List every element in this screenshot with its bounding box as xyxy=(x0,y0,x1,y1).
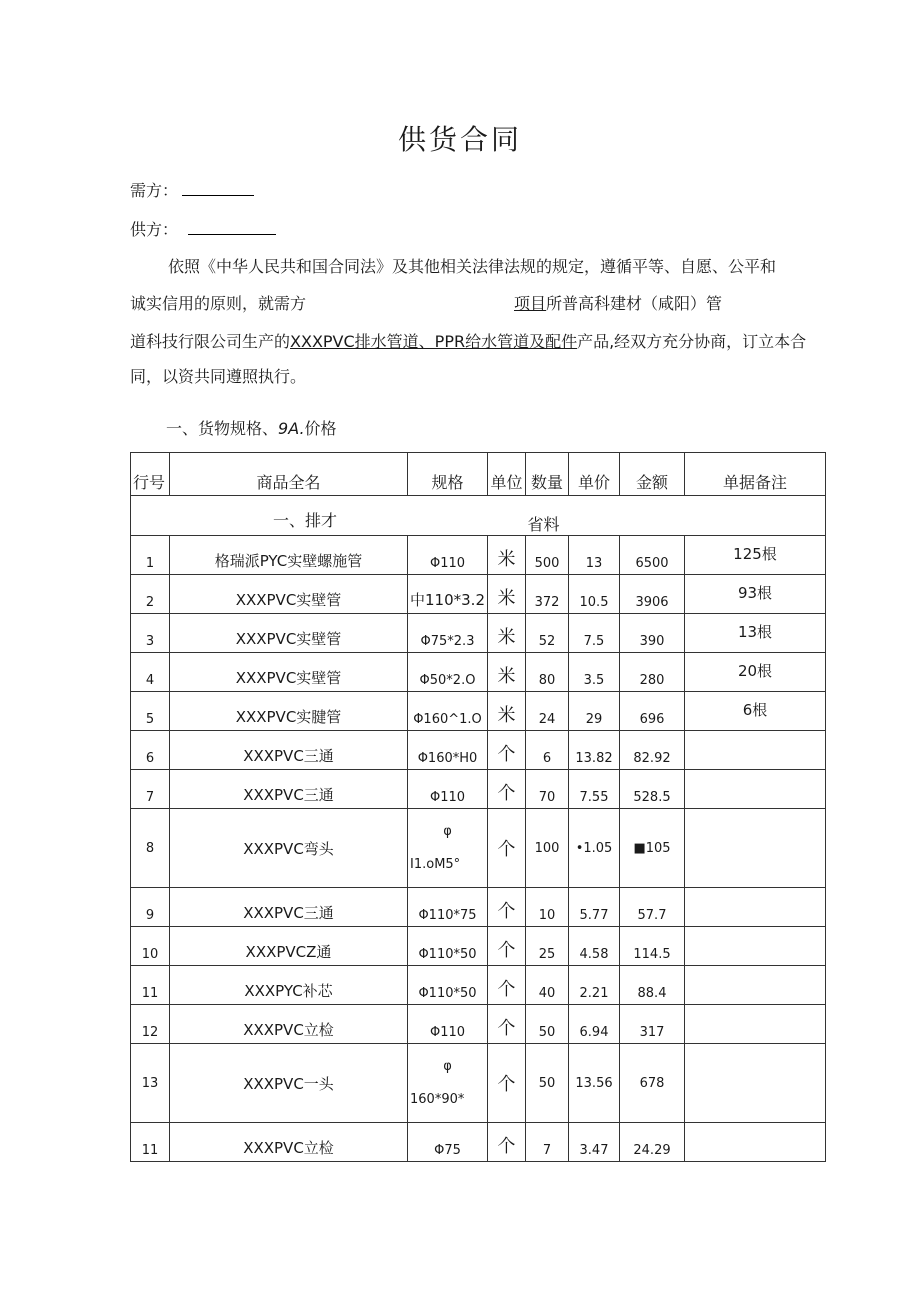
cell-unit: 个 xyxy=(488,809,526,888)
cell-spec: Φ110*75 xyxy=(408,888,488,927)
cell-note: 13根 xyxy=(685,614,826,653)
cell-name: XXXPVC实壁管 xyxy=(170,575,408,614)
cell-note: 20根 xyxy=(685,653,826,692)
cell-qty: 372 xyxy=(526,575,569,614)
table-row xyxy=(131,1123,826,1162)
cell-name: XXXPVC立检 xyxy=(170,1123,408,1162)
cell-amount: 6500 xyxy=(620,536,685,575)
hdr-name: 商品全名 xyxy=(170,453,408,496)
cell-amount: 696 xyxy=(620,692,685,731)
spec-top: φ xyxy=(443,1059,452,1074)
table-row xyxy=(131,1005,826,1044)
cell-qty: 6 xyxy=(526,731,569,770)
cell-qty: 50 xyxy=(526,1044,569,1123)
goods-table xyxy=(130,452,826,1162)
hdr-amount: 金额 xyxy=(620,453,685,496)
cell-spec: Φ75 xyxy=(408,1123,488,1162)
cell-row-no: 9 xyxy=(131,888,170,927)
cell-row-no: 7 xyxy=(131,770,170,809)
hdr-unit: 单位 xyxy=(488,453,526,496)
cell-note xyxy=(685,1005,826,1044)
cell-price: 13.82 xyxy=(569,731,620,770)
cell-name: XXXPVC实壁管 xyxy=(170,653,408,692)
cell-name: XXXPVC三通 xyxy=(170,888,408,927)
cell-note: 6根 xyxy=(685,692,826,731)
spec-top: φ xyxy=(443,824,452,839)
cell-note xyxy=(685,770,826,809)
hdr-row-no: 行号 xyxy=(131,453,170,496)
cell-price: 4.58 xyxy=(569,927,620,966)
cell-row-no: 10 xyxy=(131,927,170,966)
cell-amount: 678 xyxy=(620,1044,685,1123)
table-row xyxy=(131,770,826,809)
cell-amount: 88.4 xyxy=(620,966,685,1005)
cell-price: 10.5 xyxy=(569,575,620,614)
table-header-row xyxy=(131,453,826,496)
cell-price: 3.47 xyxy=(569,1123,620,1162)
cell-qty: 24 xyxy=(526,692,569,731)
cell-unit: 个 xyxy=(488,1123,526,1162)
hdr-spec: 规格 xyxy=(408,453,488,496)
cell-qty: 100 xyxy=(526,809,569,888)
cell-qty: 500 xyxy=(526,536,569,575)
section-heading: 一、货物规格、9A.价格 xyxy=(166,419,337,438)
cell-name: XXXPVCZ通 xyxy=(170,927,408,966)
contract-title: 供货合同 xyxy=(397,123,522,156)
cell-qty: 70 xyxy=(526,770,569,809)
cell-amount: 390 xyxy=(620,614,685,653)
cell-price: 29 xyxy=(569,692,620,731)
cell-name: XXXPVC弯头 xyxy=(170,809,408,888)
cell-amount: 114.5 xyxy=(620,927,685,966)
cell-price: 3.5 xyxy=(569,653,620,692)
cell-qty: 25 xyxy=(526,927,569,966)
cell-row-no: 8 xyxy=(131,809,170,888)
hdr-qty: 数量 xyxy=(526,453,569,496)
cell-price: 5.77 xyxy=(569,888,620,927)
cell-row-no: 3 xyxy=(131,614,170,653)
cell-unit: 米 xyxy=(488,536,526,575)
cell-spec: Φ110*50 xyxy=(408,927,488,966)
cell-note xyxy=(685,927,826,966)
cell-spec: Φ110 xyxy=(408,770,488,809)
cell-price: 7.55 xyxy=(569,770,620,809)
cell-row-no: 12 xyxy=(131,1005,170,1044)
intro-paragraph xyxy=(130,256,830,388)
cell-qty: 50 xyxy=(526,1005,569,1044)
cell-row-no: 11 xyxy=(131,1123,170,1162)
buyer-line xyxy=(130,178,254,201)
table-row xyxy=(131,575,826,614)
seller-blank xyxy=(188,220,276,235)
table-row xyxy=(131,927,826,966)
cell-unit: 个 xyxy=(488,1005,526,1044)
intro-line-3: 道科技行限公司生产的XXXPVC排水管道、PPR给水管道及配件产品,经双方充分协商，订立本合 xyxy=(130,332,807,351)
intro-line-1: 依照《中华人民共和国合同法》及其他相关法律法规的规定，遵循平等、自愿、公平和 xyxy=(168,257,777,276)
group-label-2: 省料 xyxy=(526,496,826,536)
table-row xyxy=(131,731,826,770)
cell-note xyxy=(685,809,826,888)
cell-row-no: 5 xyxy=(131,692,170,731)
cell-amount: 3906 xyxy=(620,575,685,614)
cell-note xyxy=(685,1044,826,1123)
cell-name: XXXPVC三通 xyxy=(170,770,408,809)
cell-note xyxy=(685,888,826,927)
cell-price: 13 xyxy=(569,536,620,575)
cell-amount: 57.7 xyxy=(620,888,685,927)
cell-price: 7.5 xyxy=(569,614,620,653)
cell-unit: 个 xyxy=(488,1044,526,1123)
cell-amount: 82.92 xyxy=(620,731,685,770)
cell-row-no: 6 xyxy=(131,731,170,770)
group-label: 一、排才 xyxy=(131,496,526,536)
cell-note xyxy=(685,1123,826,1162)
cell-amount: ■105 xyxy=(620,809,685,888)
spec-bottom: I1.oM5° xyxy=(410,857,461,872)
cell-row-no: 1 xyxy=(131,536,170,575)
table-row xyxy=(131,653,826,692)
cell-unit: 个 xyxy=(488,770,526,809)
hdr-note: 单据备注 xyxy=(685,453,826,496)
hdr-price: 单价 xyxy=(569,453,620,496)
table-group-row xyxy=(131,496,826,536)
cell-unit: 米 xyxy=(488,692,526,731)
cell-spec xyxy=(408,809,488,888)
cell-spec: Φ160^1.O xyxy=(408,692,488,731)
cell-amount: 528.5 xyxy=(620,770,685,809)
cell-unit: 米 xyxy=(488,575,526,614)
cell-amount: 280 xyxy=(620,653,685,692)
cell-spec: Φ50*2.O xyxy=(408,653,488,692)
cell-unit: 个 xyxy=(488,966,526,1005)
cell-name: XXXPVC三通 xyxy=(170,731,408,770)
cell-name: XXXPYC补芯 xyxy=(170,966,408,1005)
table-row xyxy=(131,1044,826,1123)
cell-spec: Φ110*50 xyxy=(408,966,488,1005)
seller-line xyxy=(130,217,276,240)
cell-name: XXXPVC一头 xyxy=(170,1044,408,1123)
cell-qty: 40 xyxy=(526,966,569,1005)
table-row xyxy=(131,888,826,927)
cell-amount: 24.29 xyxy=(620,1123,685,1162)
cell-unit: 个 xyxy=(488,731,526,770)
buyer-blank xyxy=(182,181,254,196)
table-row xyxy=(131,536,826,575)
table-row xyxy=(131,966,826,1005)
cell-qty: 52 xyxy=(526,614,569,653)
buyer-label: 需方： xyxy=(130,181,179,200)
cell-name: 格瑞派PYC实壁螺施管 xyxy=(170,536,408,575)
cell-price: 13.56 xyxy=(569,1044,620,1123)
cell-spec: Φ110 xyxy=(408,1005,488,1044)
cell-note xyxy=(685,966,826,1005)
cell-name: XXXPVC立检 xyxy=(170,1005,408,1044)
cell-unit: 个 xyxy=(488,927,526,966)
cell-name: XXXPVC实腱管 xyxy=(170,692,408,731)
cell-unit: 米 xyxy=(488,614,526,653)
table-row xyxy=(131,692,826,731)
cell-spec: Φ160*H0 xyxy=(408,731,488,770)
cell-qty: 80 xyxy=(526,653,569,692)
spec-bottom: 160*90* xyxy=(410,1092,465,1107)
cell-qty: 7 xyxy=(526,1123,569,1162)
cell-note: 93根 xyxy=(685,575,826,614)
cell-price: 6.94 xyxy=(569,1005,620,1044)
cell-name: XXXPVC实壁管 xyxy=(170,614,408,653)
cell-amount: 317 xyxy=(620,1005,685,1044)
cell-unit: 米 xyxy=(488,653,526,692)
intro-line-2: 诚实信用的原则，就需方 项目所普高科建材（咸阳）管 xyxy=(130,294,723,313)
cell-note: 125根 xyxy=(685,536,826,575)
cell-unit: 个 xyxy=(488,888,526,927)
cell-spec: Φ75*2.3 xyxy=(408,614,488,653)
cell-price: •1.05 xyxy=(569,809,620,888)
cell-qty: 10 xyxy=(526,888,569,927)
table-row xyxy=(131,614,826,653)
cell-spec: Φ110 xyxy=(408,536,488,575)
cell-row-no: 13 xyxy=(131,1044,170,1123)
cell-row-no: 2 xyxy=(131,575,170,614)
table-row xyxy=(131,809,826,888)
cell-spec: 中110*3.2 xyxy=(408,575,488,614)
intro-line-4: 同，以资共同遵照执行。 xyxy=(130,367,307,386)
cell-note xyxy=(685,731,826,770)
seller-label: 供方： xyxy=(130,220,179,239)
cell-row-no: 4 xyxy=(131,653,170,692)
cell-price: 2.21 xyxy=(569,966,620,1005)
cell-spec xyxy=(408,1044,488,1123)
cell-row-no: 11 xyxy=(131,966,170,1005)
